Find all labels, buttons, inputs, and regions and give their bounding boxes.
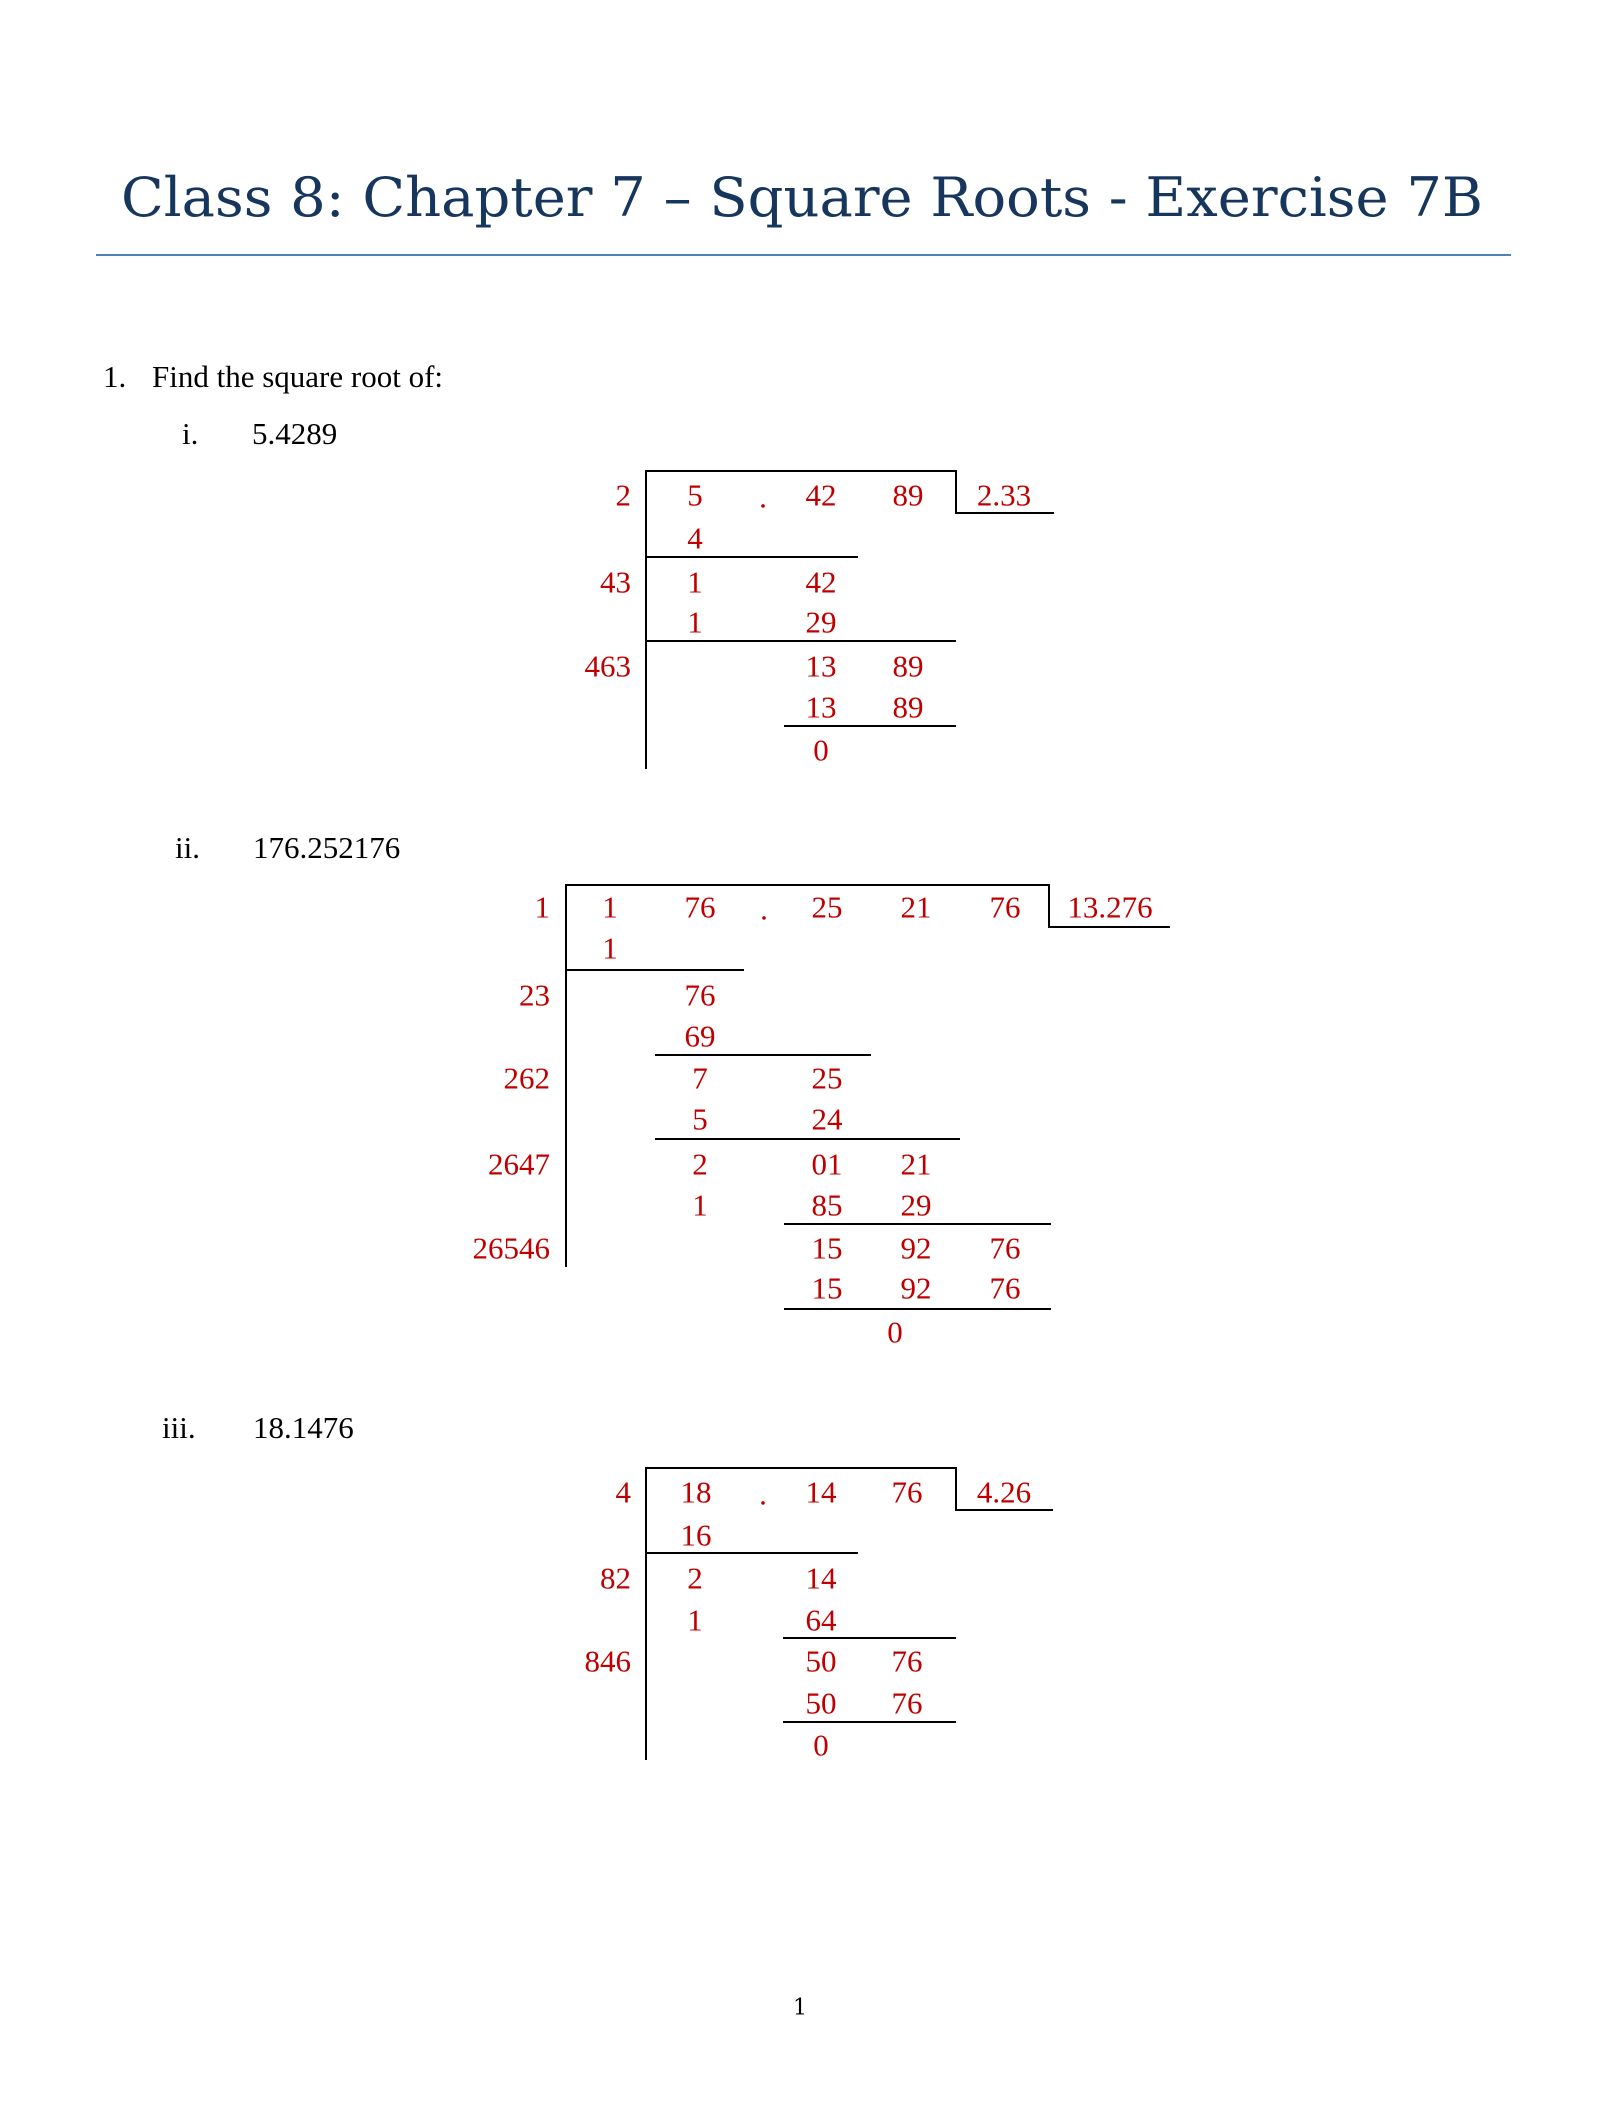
dividend-group: 76 [891, 1474, 923, 1510]
dividend-group: 76 [684, 889, 716, 925]
divisor: 2 [615, 477, 631, 513]
working-value: 01 [811, 1146, 843, 1182]
answer-value: 2.33 [976, 477, 1032, 513]
working-value: 25 [811, 1060, 843, 1096]
answer-underline [1048, 926, 1170, 928]
question-number: 1. [103, 359, 127, 394]
decimal-point: . [759, 1476, 767, 1512]
working-value: 69 [684, 1018, 716, 1054]
working-value: 1 [692, 1187, 708, 1223]
working-value: 15 [811, 1230, 843, 1266]
working-value: 1 [687, 564, 703, 600]
dividend-group: 89 [892, 477, 924, 513]
divisor: 23 [519, 977, 550, 1013]
divisor: 846 [584, 1643, 631, 1679]
working-value: 29 [900, 1187, 932, 1223]
divisor: 82 [600, 1560, 631, 1596]
working-value: 13 [805, 648, 837, 684]
page-title: Class 8: Chapter 7 – Square Roots - Exercise 7B [121, 166, 1483, 229]
working-value: 76 [989, 1230, 1021, 1266]
divisor: 43 [600, 564, 631, 600]
working-value: 64 [805, 1602, 837, 1638]
answer-bracket-line [955, 470, 957, 513]
division-left-line [565, 884, 567, 1267]
subtraction-line [645, 640, 956, 642]
division-top-line [645, 1467, 956, 1469]
subtraction-line [655, 1138, 960, 1140]
working-value: 76 [891, 1643, 923, 1679]
working-value: 85 [811, 1187, 843, 1223]
dividend-group: 5 [687, 477, 703, 513]
working-value: 21 [900, 1146, 932, 1182]
division-top-line [645, 470, 956, 472]
subtraction-line [655, 1054, 871, 1056]
dividend-group: 18 [680, 1474, 712, 1510]
decimal-point: . [760, 891, 768, 927]
division-top-line [565, 884, 1049, 886]
answer-value: 4.26 [976, 1474, 1032, 1510]
working-value: 76 [891, 1685, 923, 1721]
working-value: 1 [687, 604, 703, 640]
part-iii-label: iii. [162, 1410, 196, 1445]
working-value: 2 [687, 1560, 703, 1596]
remainder-value: 0 [887, 1314, 903, 1350]
remainder-value: 0 [813, 732, 829, 768]
working-value: 5 [692, 1101, 708, 1137]
working-value: 1 [687, 1602, 703, 1638]
divisor: 26546 [472, 1230, 550, 1266]
answer-bracket-line [955, 1467, 957, 1510]
question-text: Find the square root of: [152, 359, 444, 394]
divisor: 4 [615, 1474, 631, 1510]
division-left-line [645, 470, 647, 769]
working-value: 42 [805, 564, 837, 600]
working-value: 92 [900, 1270, 932, 1306]
divisor: 463 [584, 648, 631, 684]
dividend-group: 42 [805, 477, 837, 513]
dividend-group: 1 [602, 889, 618, 925]
subtraction-line [784, 1308, 1051, 1310]
part-ii-label: ii. [175, 830, 200, 865]
subtraction-line [784, 725, 956, 727]
dividend-group: 21 [900, 889, 932, 925]
working-value: 89 [892, 648, 924, 684]
working-value: 50 [805, 1685, 837, 1721]
remainder-value: 0 [813, 1727, 829, 1763]
divisor: 1 [534, 889, 550, 925]
part-ii-value: 176.252176 [253, 830, 401, 865]
subtraction-line [645, 1552, 858, 1554]
part-i-label: i. [182, 416, 199, 451]
working-value: 7 [692, 1060, 708, 1096]
dividend-group: 76 [989, 889, 1021, 925]
working-value: 29 [805, 604, 837, 640]
working-value: 50 [805, 1643, 837, 1679]
working-value: 14 [805, 1560, 837, 1596]
subtraction-line [645, 556, 858, 558]
divisor: 262 [503, 1060, 550, 1096]
working-value: 76 [989, 1270, 1021, 1306]
working-value: 16 [680, 1517, 712, 1553]
title-underline [96, 254, 1511, 256]
working-value: 15 [811, 1270, 843, 1306]
decimal-point: . [759, 479, 767, 515]
answer-bracket-line [1048, 884, 1050, 927]
division-left-line [645, 1467, 647, 1760]
part-i-value: 5.4289 [252, 416, 338, 451]
working-value: 89 [892, 689, 924, 725]
answer-value: 13.276 [1067, 889, 1153, 925]
subtraction-line [784, 1223, 1051, 1225]
dividend-group: 25 [811, 889, 843, 925]
working-value: 1 [602, 930, 618, 966]
working-value: 92 [900, 1230, 932, 1266]
page-number: 1 [793, 1995, 807, 2021]
working-value: 13 [805, 689, 837, 725]
working-value: 24 [811, 1101, 843, 1137]
working-value: 76 [684, 977, 716, 1013]
divisor: 2647 [488, 1146, 550, 1182]
dividend-group: 14 [805, 1474, 837, 1510]
subtraction-line [783, 1721, 956, 1723]
working-value: 2 [692, 1146, 708, 1182]
working-value: 4 [687, 520, 703, 556]
subtraction-line [565, 969, 744, 971]
part-iii-value: 18.1476 [253, 1410, 354, 1445]
